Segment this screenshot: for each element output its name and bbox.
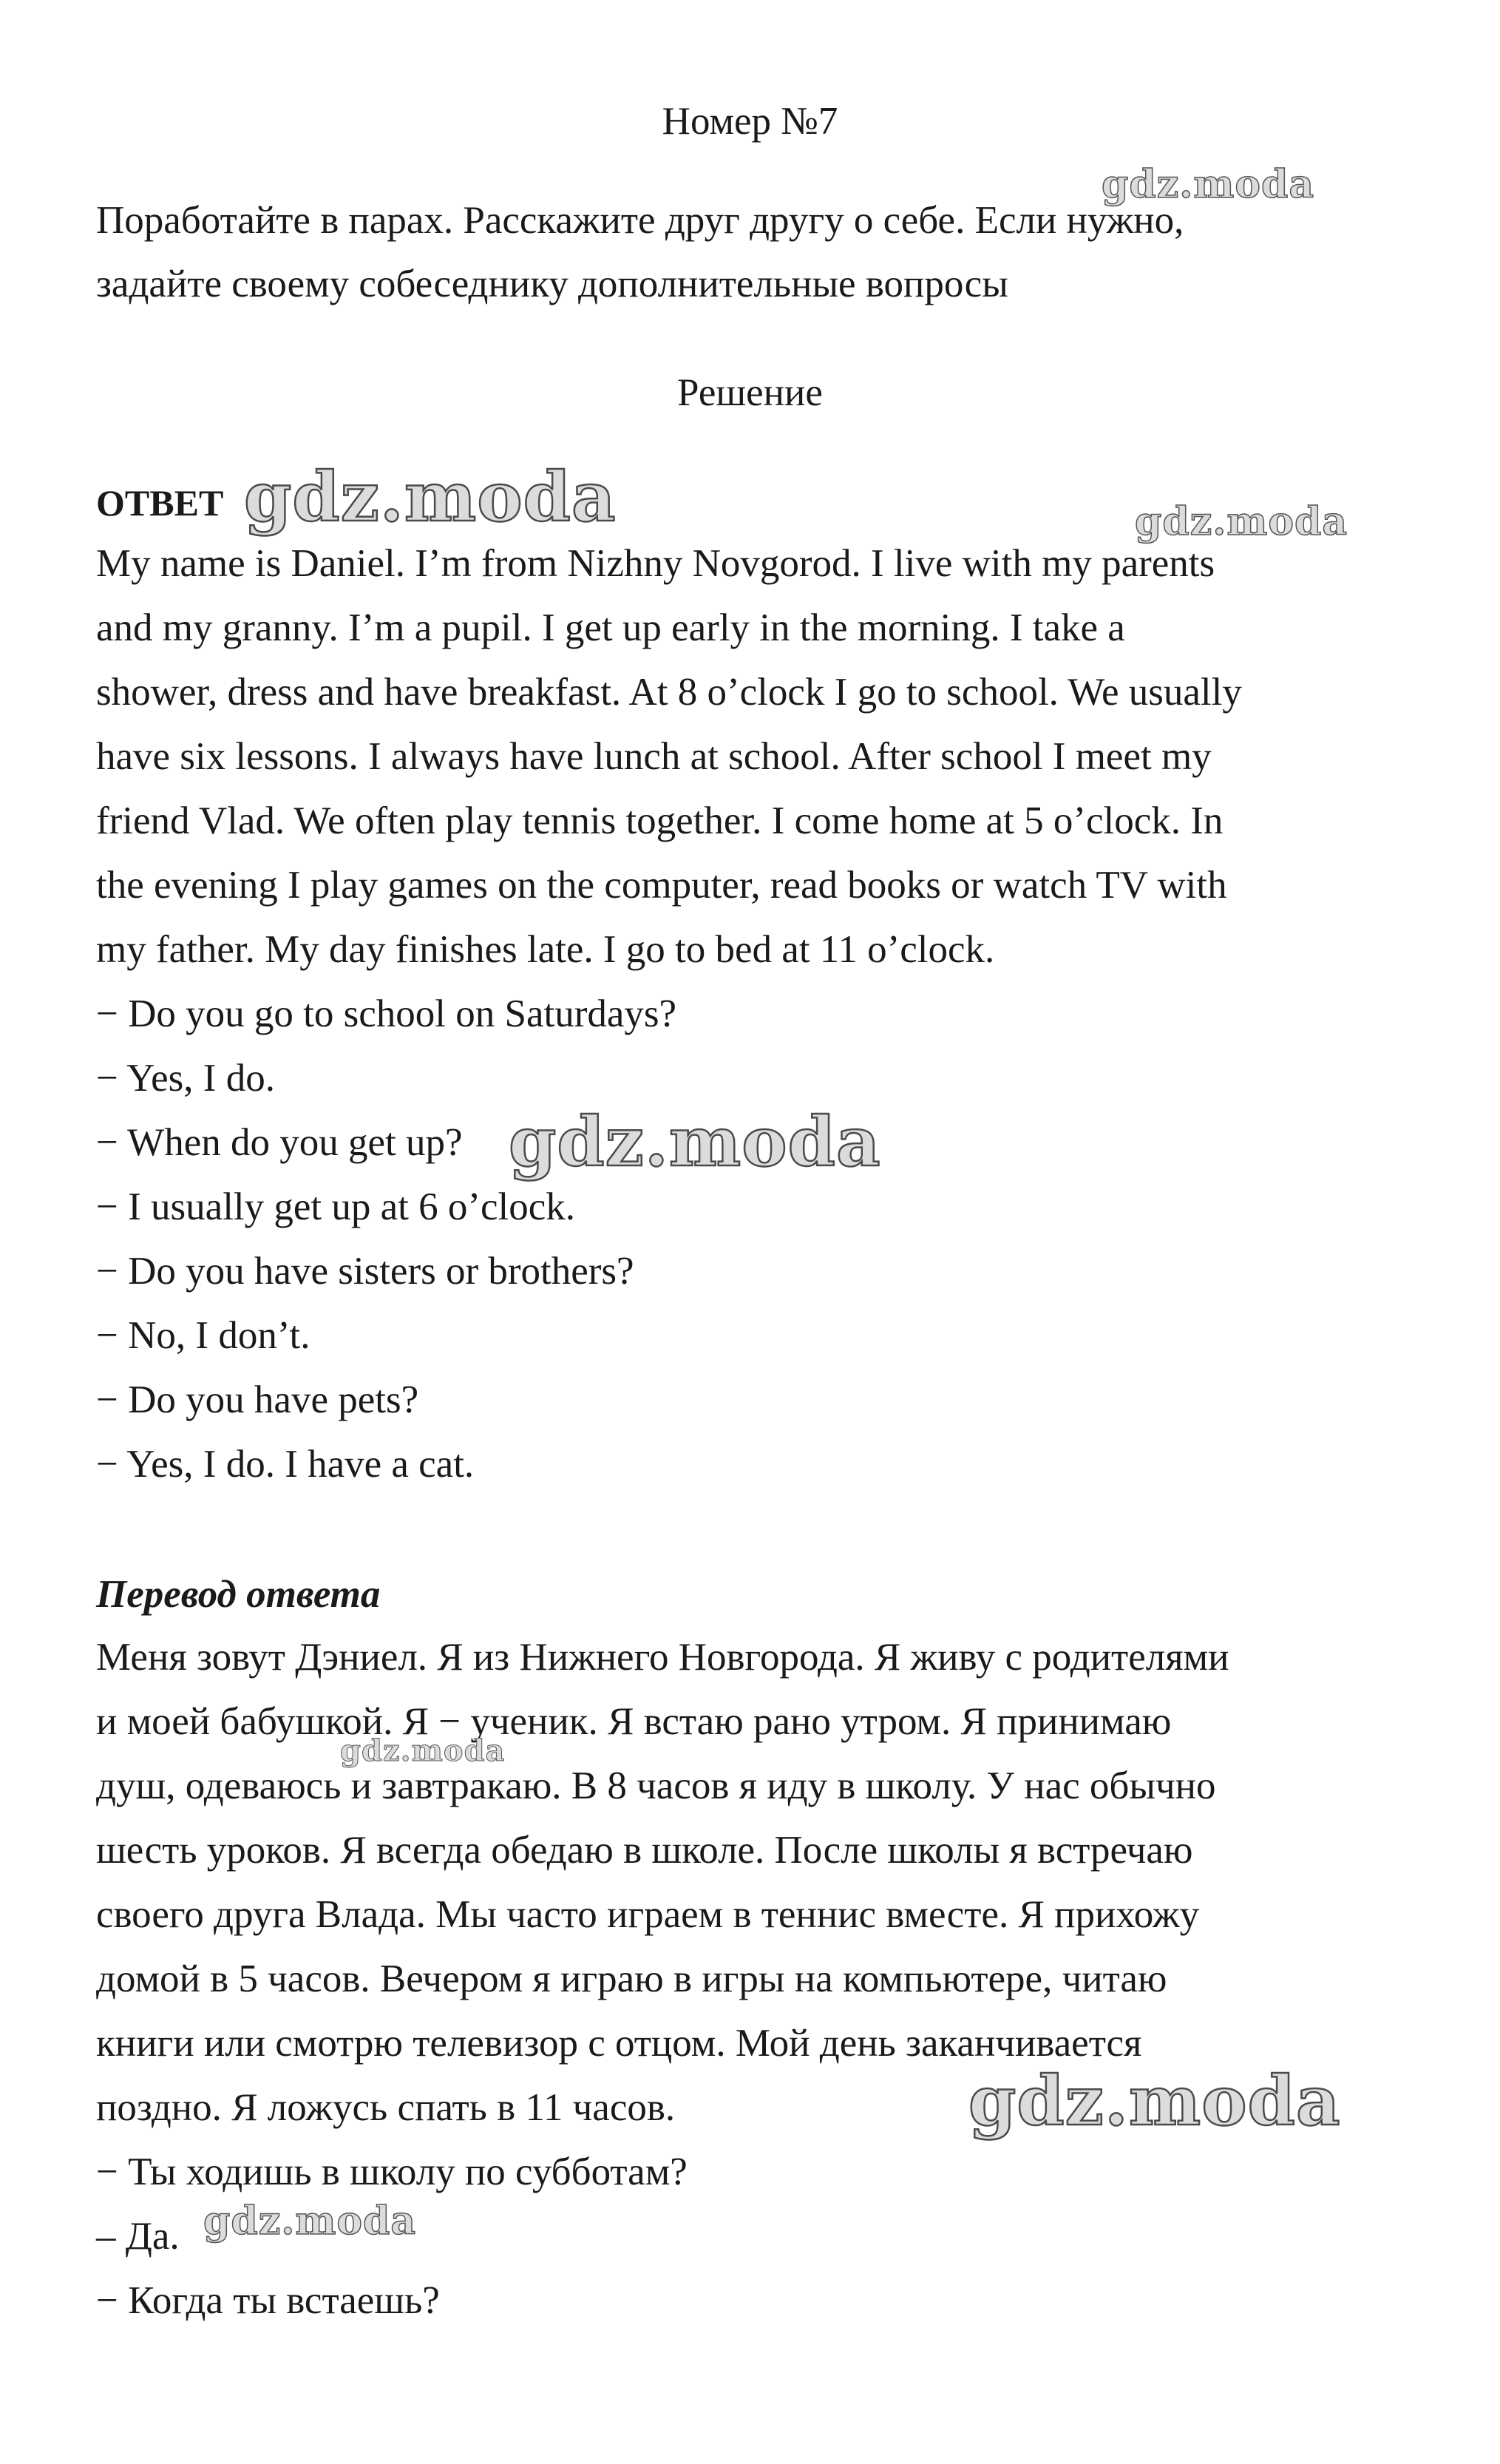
- answer-line: my father. My day finishes late. I go to bed at 11 o’clock.: [96, 928, 995, 971]
- answer-line: My name is Daniel. I’m from Nizhny Novgorod. I live with my parents: [96, 542, 1215, 585]
- page-title: Номер №7: [662, 100, 838, 143]
- translation-line: поздно. Я ложусь спать в 11 часов.: [96, 2086, 676, 2129]
- answer-line: have six lessons. I always have lunch at school. After school I meet my: [96, 735, 1212, 778]
- translation-dialogue-line: – Да.: [96, 2215, 180, 2258]
- answer-line: friend Vlad. We often play tennis together. I come home at 5 o’clock. In: [96, 799, 1224, 842]
- watermark-logo: gdz.moda: [1102, 162, 1315, 207]
- dialogue-line: − When do you get up?: [96, 1121, 463, 1164]
- watermark-logo: gdz.moda: [509, 1102, 881, 1182]
- solution-heading: Решение: [677, 371, 823, 414]
- dialogue-line: − Yes, I do. I have a cat.: [96, 1443, 475, 1486]
- task-line: задайте своему собеседнику дополнительные вопросы: [96, 263, 1008, 305]
- dialogue-line: − Do you have pets?: [96, 1378, 419, 1421]
- translation-line: душ, одеваюсь и завтракаю. В 8 часов я иду в школу. У нас обычно: [96, 1764, 1216, 1807]
- watermark-logo: gdz.moda: [203, 2199, 417, 2244]
- watermark-logo: gdz.moda: [244, 457, 617, 537]
- translation-line: книги или смотрю телевизор с отцом. Мой день заканчивается: [96, 2022, 1142, 2065]
- translation-line: шесть уроков. Я всегда обедаю в школе. После школы я встречаю: [96, 1829, 1193, 1872]
- answer-line: shower, dress and have breakfast. At 8 o’clock I go to school. We usually: [96, 671, 1242, 714]
- translation-dialogue-line: − Ты ходишь в школу по субботам?: [96, 2150, 688, 2193]
- translation-line: и моей бабушкой. Я − ученик. Я встаю рано утром. Я принимаю: [96, 1700, 1172, 1743]
- dialogue-line: − I usually get up at 6 o’clock.: [96, 1185, 576, 1228]
- watermark-logo: gdz.moda: [968, 2061, 1341, 2141]
- dialogue-line: − Yes, I do.: [96, 1057, 275, 1100]
- translation-line: Меня зовут Дэниел. Я из Нижнего Новгорода. Я живу с родителями: [96, 1636, 1229, 1679]
- translation-line: своего друга Влада. Мы часто играем в теннис вместе. Я прихожу: [96, 1893, 1200, 1936]
- answer-label: ОТВЕТ: [96, 482, 224, 524]
- watermark-logo: gdz.moda: [340, 1733, 506, 1768]
- watermark-logo: gdz.moda: [1135, 499, 1348, 544]
- dialogue-line: − No, I don’t.: [96, 1314, 310, 1357]
- translation-heading: Перевод ответа: [96, 1573, 381, 1616]
- answer-line: and my granny. I’m a pupil. I get up early in the morning. I take a: [96, 606, 1125, 649]
- answer-line: the evening I play games on the computer, read books or watch TV with: [96, 864, 1227, 907]
- task-line: Поработайте в парах. Расскажите друг другу о себе. Если нужно,: [96, 199, 1184, 242]
- dialogue-line: − Do you go to school on Saturdays?: [96, 992, 677, 1035]
- dialogue-line: − Do you have sisters or brothers?: [96, 1250, 634, 1293]
- translation-line: домой в 5 часов. Вечером я играю в игры на компьютере, читаю: [96, 1957, 1167, 2000]
- translation-dialogue-line: − Когда ты встаешь?: [96, 2279, 440, 2322]
